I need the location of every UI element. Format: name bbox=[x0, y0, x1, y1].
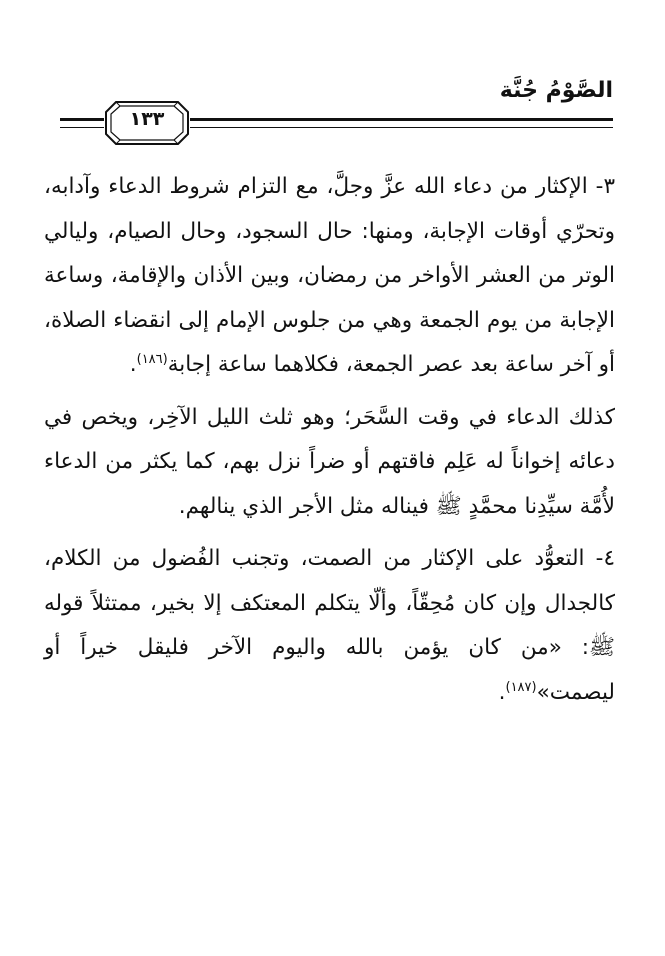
body-text bbox=[44, 165, 615, 715]
running-title: الصَّوْمُ جُنَّة bbox=[499, 78, 613, 103]
paragraph-item-3 bbox=[44, 165, 615, 388]
header-rule-left-thick bbox=[60, 118, 104, 121]
paragraph-end: . bbox=[129, 352, 137, 377]
item-number: ٤- bbox=[595, 546, 615, 571]
page-number: ١٣٣ bbox=[129, 108, 165, 130]
header-rule-right-thin bbox=[190, 127, 613, 128]
paragraph-text: الإكثار من دعاء الله عزَّ وجلَّ، مع التزام شروط الدعاء وآدابه، وتحرّي أوقات الإجابة، ومنها: حال السجود، وحال الصيام، وليالي الوتر من العشر الأواخر من رمضان، وبين الأذان والإقامة، وساعة الإجابة من يوم الجمعة وهي من جلوس الإمام إلى انقضاء الصلاة، أو آخر ساعة بعد عصر الجمعة، فكلاهما ساعة إجابة bbox=[44, 174, 615, 377]
paragraph-text: التعوُّد على الإكثار من الصمت، وتجنب الفُضول من الكلام، كالجدال وإن كان مُحِقّاً، وألّا يتكلم المعتكف إلا بخير، ممتثلاً قوله ﷺ: «من كان يؤمن بالله واليوم الآخر فليقل خيراً أو ليصمت» bbox=[44, 546, 615, 705]
paragraph-text: كذلك الدعاء في وقت السَّحَر؛ وهو ثلث الليل الآخِر، ويخص في دعائه إخواناً له عَلِم فاقتهم أو ضراً نزل بهم، كما يكثر من الدعاء لأُمَّة سيِّدِنا محمَّدٍ ﷺ فيناله مثل الأجر الذي ينالهم. bbox=[44, 404, 615, 519]
header-rule-right-thick bbox=[190, 118, 613, 121]
footnote-ref: (١٨٦) bbox=[136, 351, 168, 367]
footnote-ref: (١٨٧) bbox=[505, 679, 537, 695]
paragraph-item-4 bbox=[44, 537, 615, 715]
item-number: ٣- bbox=[595, 174, 615, 199]
paragraph-end: . bbox=[498, 679, 506, 705]
paragraph-continuation bbox=[44, 396, 615, 530]
header-rule-left-thin bbox=[60, 127, 104, 128]
